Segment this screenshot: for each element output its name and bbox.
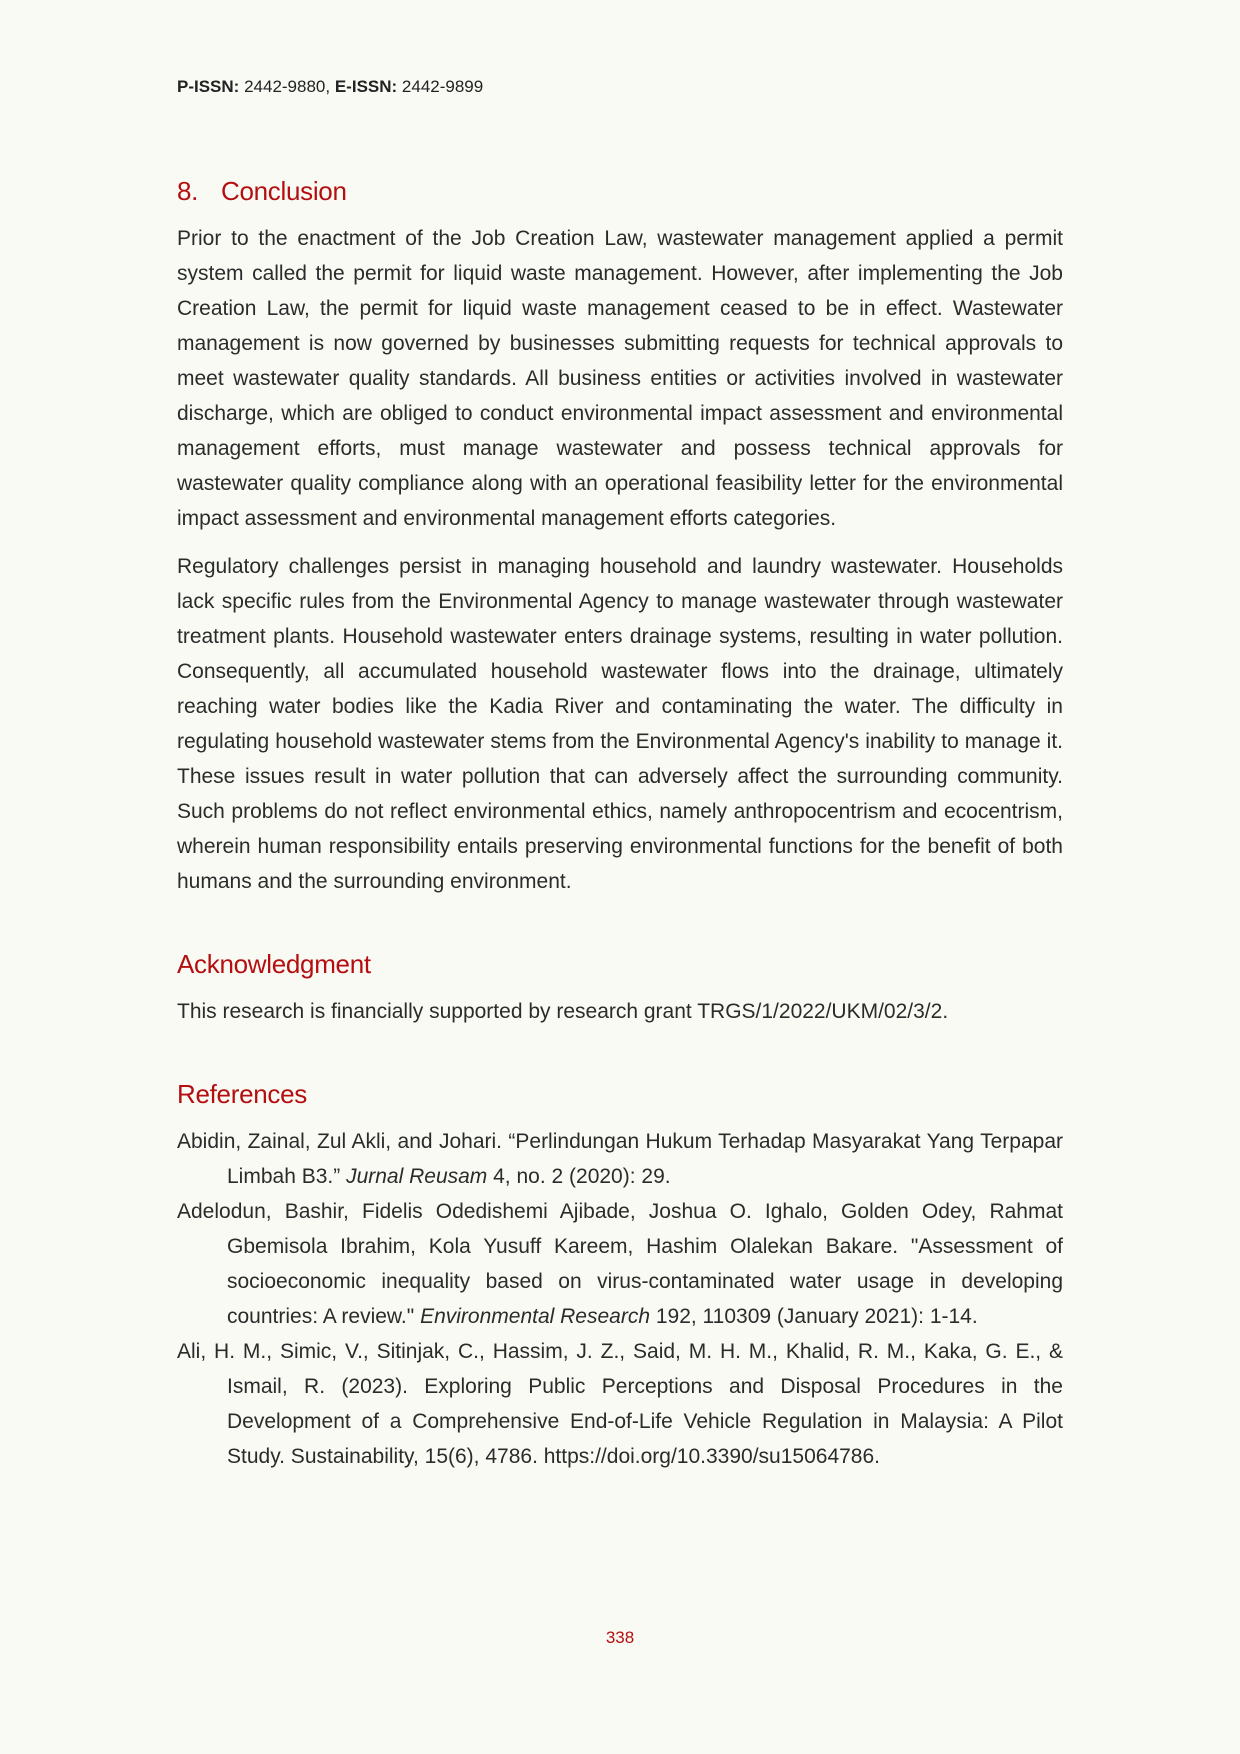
reference-item <box>177 1334 1063 1474</box>
eissn-value: 2442-9899 <box>401 77 484 96</box>
acknowledgment-text: This research is financially supported by research grant TRGS/1/2022/UKM/02/3/2. <box>177 1000 949 1023</box>
pissn-label: P-ISSN: <box>177 77 240 96</box>
reference-text: Abidin, Zainal, Zul Akli, and Johari. “Perlindungan Hukum Terhadap Masyarakat Yang Terpapar Limbah B3.” <box>177 1130 1063 1188</box>
section-title: Conclusion <box>221 176 347 206</box>
reference-details: 4, no. 2 (2020): 29. <box>487 1165 671 1188</box>
conclusion-paragraph-1: Prior to the enactment of the Job Creation Law, wastewater management applied a permit system called the permit for liquid waste management. However, after implementing the Job Creation Law, the permit for liquid waste management ceased to be in effect. Wastewater management is now governed by businesses submitting requests for technical approvals to meet wastewater quality standards. All business entities or activities involved in wastewater discharge, which are obliged to conduct environmental impact assessment and environmental management efforts, must manage wastewater and possess technical approvals for wastewater quality compliance along with an operational feasibility letter for the environmental impact assessment and environmental management efforts categories. <box>177 227 1063 530</box>
reference-item <box>177 1194 1063 1334</box>
reference-details: 192, 110309 (January 2021): 1-14. <box>650 1305 978 1328</box>
acknowledgment-heading: Acknowledgment <box>177 949 371 979</box>
reference-text: Ali, H. M., Simic, V., Sitinjak, C., Hassim, J. Z., Said, M. H. M., Khalid, R. M., Kaka, G. E., & Ismail, R. (2023). Exploring Public Perceptions and Disposal Procedures in the Development of a Comprehensive End-of-Life Vehicle Regulation in Malaysia: A Pilot Study. Sustainability, 15(6), 4786. https://doi.org/10.3390/su15064786. <box>177 1340 1063 1468</box>
page-number: 338 <box>605 1628 635 1647</box>
pissn-value: 2442-9880, <box>244 77 331 96</box>
conclusion-heading <box>177 176 1063 207</box>
section-number: 8. <box>177 176 199 206</box>
eissn-label: E-ISSN: <box>334 77 398 96</box>
page-content <box>177 176 1063 1474</box>
conclusion-paragraph-2: Regulatory challenges persist in managing household and laundry wastewater. Households lack specific rules from the Environmental Agency to manage wastewater through wastewater treatment plants. Household wastewater enters drainage systems, resulting in water pollution. Consequently, all accumulated household wastewater flows into the drainage, ultimately reaching water bodies like the Kadia River and contaminating the water. The difficulty in regulating household wastewater stems from the Environmental Agency's inability to manage it. These issues result in water pollution that can adversely affect the surrounding community. Such problems do not reflect environmental ethics, namely anthropocentrism and ecocentrism, wherein human responsibility entails preserving environmental functions for the benefit of both humans and the surrounding environment. <box>177 555 1063 893</box>
reference-text: Adelodun, Bashir, Fidelis Odedishemi Ajibade, Joshua O. Ighalo, Golden Odey, Rahmat Gbemisola Ibrahim, Kola Yusuff Kareem, Hashim Olalekan Bakare. "Assessment of socioeconomic inequality based on virus-contaminated water usage in developing countries: A review." <box>177 1200 1063 1328</box>
reference-list <box>177 1124 1063 1474</box>
reference-item <box>177 1124 1063 1194</box>
reference-journal: Environmental Research <box>420 1305 651 1328</box>
issn-header <box>177 77 483 97</box>
reference-journal: Jurnal Reusam <box>346 1165 488 1188</box>
references-heading: References <box>177 1079 307 1109</box>
